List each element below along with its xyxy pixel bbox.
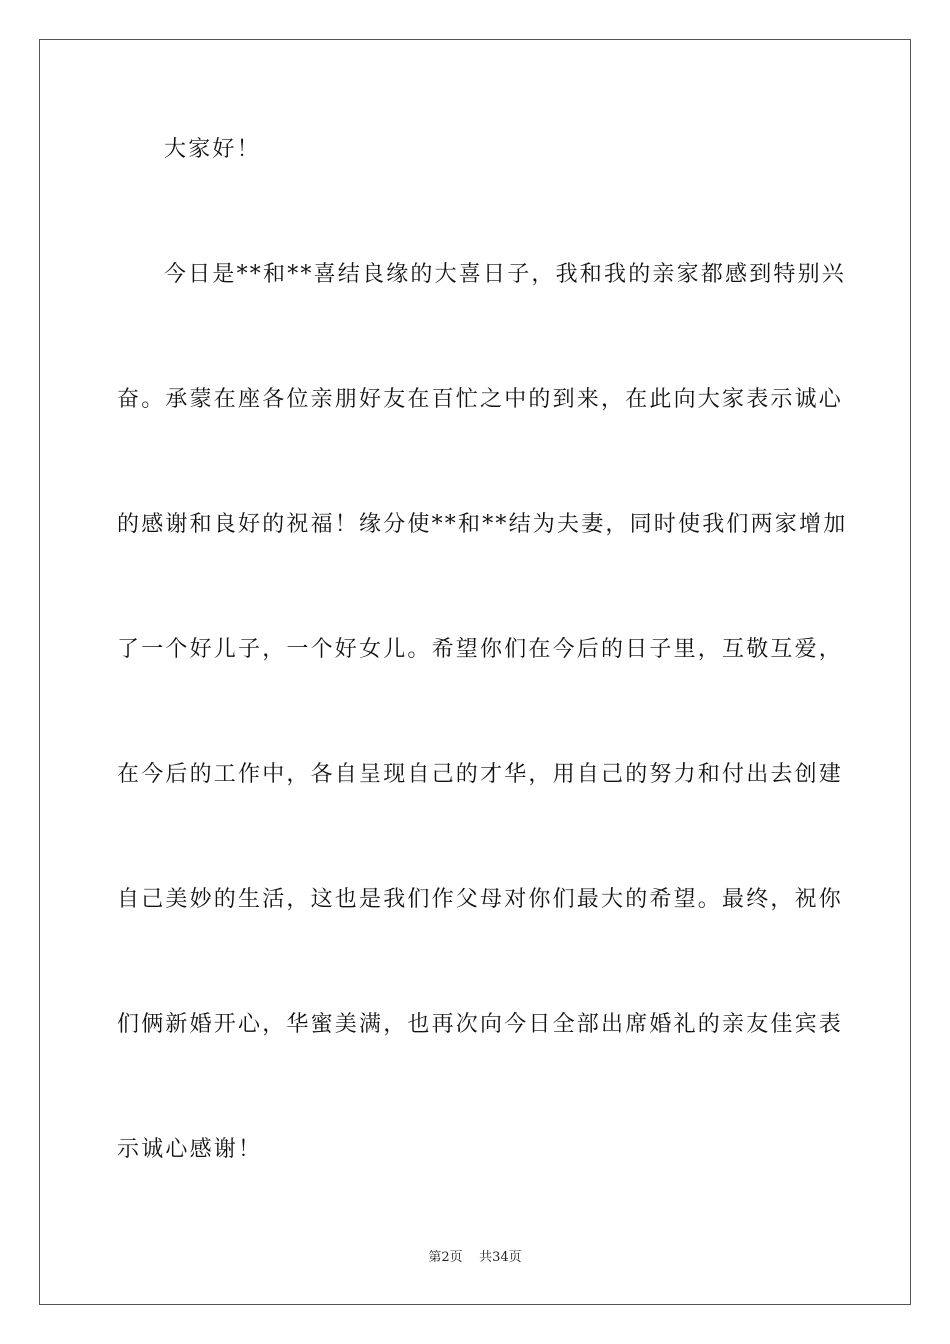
greeting-line: 大家好！	[164, 137, 261, 162]
body-line-4: 了一个好儿子，一个好女儿。希望你们在今后的日子里，互敬互爱，	[117, 637, 844, 662]
page-number: 第2页	[428, 1250, 463, 1265]
body-line-1: 今日是**和**喜结良缘的大喜日子，我和我的亲家都感到特别兴	[164, 262, 847, 287]
body-line-2: 奋。承蒙在座各位亲朋好友在百忙之中的到来，在此向大家表示诚心	[117, 387, 844, 412]
page-total: 共34页	[479, 1250, 522, 1265]
body-line-3: 的感谢和良好的祝福！缘分使**和**结为夫妻，同时使我们两家增加	[117, 512, 848, 537]
body-line-6: 自己美妙的生活，这也是我们作父母对你们最大的希望。最终，祝你	[117, 887, 844, 912]
page-border	[39, 39, 911, 1305]
body-line-7: 们俩新婚开心，华蜜美满，也再次向今日全部出席婚礼的亲友佳宾表	[117, 1012, 844, 1037]
body-line-8: 示诚心感谢！	[117, 1137, 263, 1162]
body-line-5: 在今后的工作中，各自呈现自己的才华，用自己的努力和付出去创建	[117, 762, 844, 787]
page-footer	[0, 1250, 950, 1266]
